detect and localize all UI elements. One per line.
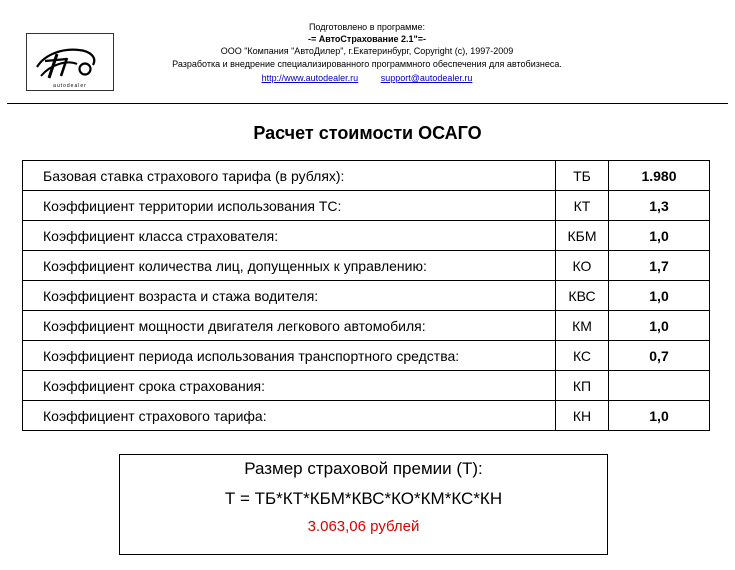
- premium-amount: 3.063,06 рублей: [307, 518, 420, 535]
- row-code: ТБ: [556, 161, 609, 191]
- table-row: [23, 371, 710, 401]
- table-row: [23, 281, 710, 311]
- company-logo: [26, 33, 114, 91]
- row-label: Коэффициент количества лиц, допущенных к управлению:: [23, 251, 556, 281]
- row-code: КП: [556, 371, 609, 401]
- table-row: [23, 251, 710, 281]
- row-code: КВС: [556, 281, 609, 311]
- row-value: [609, 371, 710, 401]
- row-code: КТ: [556, 191, 609, 221]
- table-row: [23, 401, 710, 431]
- premium-heading: Размер страховой премии (Т):: [244, 459, 483, 478]
- coefficients-table: [22, 160, 710, 431]
- row-label: Коэффициент территории использования ТС:: [23, 191, 556, 221]
- premium-result-box: [119, 454, 608, 555]
- program-header: [120, 21, 614, 84]
- logo-text: autodealer: [53, 83, 87, 89]
- row-code: КБМ: [556, 221, 609, 251]
- company-tagline: Разработка и внедрение специализированного программного обеспечения для автобизнеса.: [172, 58, 562, 69]
- prepared-in-label: Подготовлено в программе:: [308, 22, 426, 32]
- website-link[interactable]: http://www.autodealer.ru: [261, 72, 359, 83]
- row-label: Коэффициент страхового тарифа:: [23, 401, 556, 431]
- premium-formula: Т = ТБ*КТ*КБМ*КВС*КО*КМ*КС*КН: [224, 489, 503, 508]
- row-code: КН: [556, 401, 609, 431]
- row-code: КО: [556, 251, 609, 281]
- row-label: Коэффициент срока страхования:: [23, 371, 556, 401]
- page-title: Расчет стоимости ОСАГО: [253, 123, 482, 143]
- header-divider: [7, 103, 728, 104]
- row-value: 1,0: [609, 221, 710, 251]
- program-name: -= АвтоСтрахование 2.1"=-: [307, 34, 427, 45]
- row-label: Коэффициент мощности двигателя легкового автомобиля:: [23, 311, 556, 341]
- table-row: [23, 221, 710, 251]
- row-value: 1.980: [609, 161, 710, 191]
- row-value: 1,0: [609, 311, 710, 341]
- row-label: Коэффициент класса страхователя:: [23, 221, 556, 251]
- row-label: Коэффициент периода использования транспортного средства:: [23, 341, 556, 371]
- table-row: [23, 311, 710, 341]
- row-code: КМ: [556, 311, 609, 341]
- row-value: 1,0: [609, 281, 710, 311]
- table-row: [23, 191, 710, 221]
- row-value: 0,7: [609, 341, 710, 371]
- row-value: 1,7: [609, 251, 710, 281]
- row-label: Коэффициент возраста и стажа водителя:: [23, 281, 556, 311]
- row-label: Базовая ставка страхового тарифа (в рублях):: [23, 161, 556, 191]
- table-row: [23, 161, 710, 191]
- row-value: 1,0: [609, 401, 710, 431]
- company-copyright: ООО "Компания "АвтоДилер", г.Екатеринбург, Copyright (c), 1997-2009: [220, 46, 514, 57]
- support-email-link[interactable]: support@autodealer.ru: [380, 72, 473, 83]
- table-row: [23, 341, 710, 371]
- row-code: КС: [556, 341, 609, 371]
- row-value: 1,3: [609, 191, 710, 221]
